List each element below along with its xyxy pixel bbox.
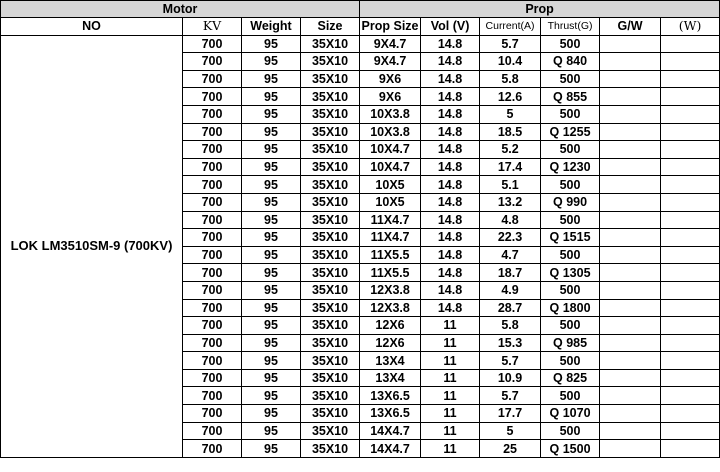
vol-cell: 11 xyxy=(421,352,480,370)
vol-cell: 14.8 xyxy=(421,35,480,53)
vol-cell: 11 xyxy=(421,440,480,458)
prop-group-header: Prop xyxy=(360,1,720,18)
current-cell: 4.7 xyxy=(480,246,541,264)
prop-size-cell: 10X4.7 xyxy=(360,158,421,176)
size-cell: 35X10 xyxy=(301,440,360,458)
kv-cell: 700 xyxy=(183,176,242,194)
w-cell xyxy=(661,405,720,423)
prop-size-cell: 9X6 xyxy=(360,88,421,106)
prop-size-cell: 13X6.5 xyxy=(360,405,421,423)
weight-cell: 95 xyxy=(242,35,301,53)
weight-cell: 95 xyxy=(242,334,301,352)
w-cell xyxy=(661,88,720,106)
kv-cell: 700 xyxy=(183,141,242,159)
w-header: (W) xyxy=(661,18,720,36)
size-cell: 35X10 xyxy=(301,35,360,53)
vol-cell: 14.8 xyxy=(421,281,480,299)
prop-size-cell: 12X3.8 xyxy=(360,281,421,299)
size-cell: 35X10 xyxy=(301,105,360,123)
prop-size-cell: 10X5 xyxy=(360,176,421,194)
current-cell: 5.2 xyxy=(480,141,541,159)
w-cell xyxy=(661,440,720,458)
vol-cell: 14.8 xyxy=(421,229,480,247)
vol-cell: 11 xyxy=(421,334,480,352)
prop-size-cell: 10X3.8 xyxy=(360,105,421,123)
prop-size-cell: 14X4.7 xyxy=(360,440,421,458)
kv-cell: 700 xyxy=(183,264,242,282)
thrust-cell: Q 1515 xyxy=(541,229,600,247)
current-cell: 13.2 xyxy=(480,193,541,211)
gw-cell xyxy=(600,281,661,299)
thrust-cell: Q 1230 xyxy=(541,158,600,176)
w-cell xyxy=(661,422,720,440)
thrust-cell: 500 xyxy=(541,281,600,299)
kv-cell: 700 xyxy=(183,88,242,106)
size-header: Size xyxy=(301,18,360,36)
weight-cell: 95 xyxy=(242,317,301,335)
gw-cell xyxy=(600,352,661,370)
size-cell: 35X10 xyxy=(301,53,360,71)
size-cell: 35X10 xyxy=(301,211,360,229)
gw-cell xyxy=(600,53,661,71)
kv-cell: 700 xyxy=(183,123,242,141)
thrust-cell: Q 855 xyxy=(541,88,600,106)
kv-cell: 700 xyxy=(183,35,242,53)
current-cell: 5.7 xyxy=(480,352,541,370)
vol-cell: 14.8 xyxy=(421,211,480,229)
kv-cell: 700 xyxy=(183,193,242,211)
gw-cell xyxy=(600,317,661,335)
current-cell: 10.9 xyxy=(480,369,541,387)
weight-cell: 95 xyxy=(242,70,301,88)
kv-cell: 700 xyxy=(183,334,242,352)
vol-cell: 14.8 xyxy=(421,88,480,106)
vol-header: Vol (V) xyxy=(421,18,480,36)
motor-name-cell: LOK LM3510SM-9 (700KV) xyxy=(1,35,183,457)
prop-size-cell: 11X4.7 xyxy=(360,211,421,229)
kv-cell: 700 xyxy=(183,281,242,299)
vol-cell: 11 xyxy=(421,405,480,423)
column-header-row xyxy=(1,18,720,36)
weight-cell: 95 xyxy=(242,405,301,423)
vol-cell: 11 xyxy=(421,317,480,335)
current-cell: 5 xyxy=(480,105,541,123)
weight-cell: 95 xyxy=(242,193,301,211)
gw-cell xyxy=(600,211,661,229)
kv-cell: 700 xyxy=(183,246,242,264)
size-cell: 35X10 xyxy=(301,387,360,405)
w-cell xyxy=(661,352,720,370)
size-cell: 35X10 xyxy=(301,246,360,264)
w-cell xyxy=(661,176,720,194)
weight-cell: 95 xyxy=(242,422,301,440)
prop-size-cell: 10X3.8 xyxy=(360,123,421,141)
w-cell xyxy=(661,53,720,71)
weight-cell: 95 xyxy=(242,246,301,264)
vol-cell: 14.8 xyxy=(421,176,480,194)
vol-cell: 14.8 xyxy=(421,246,480,264)
gw-cell xyxy=(600,440,661,458)
gw-cell xyxy=(600,246,661,264)
kv-cell: 700 xyxy=(183,387,242,405)
gw-cell xyxy=(600,369,661,387)
current-cell: 17.4 xyxy=(480,158,541,176)
weight-cell: 95 xyxy=(242,158,301,176)
size-cell: 35X10 xyxy=(301,352,360,370)
w-cell xyxy=(661,299,720,317)
w-cell xyxy=(661,70,720,88)
size-cell: 35X10 xyxy=(301,317,360,335)
prop-size-header: Prop Size xyxy=(360,18,421,36)
size-cell: 35X10 xyxy=(301,422,360,440)
weight-cell: 95 xyxy=(242,123,301,141)
gw-cell xyxy=(600,229,661,247)
kv-cell: 700 xyxy=(183,422,242,440)
prop-size-cell: 13X4 xyxy=(360,352,421,370)
kv-cell: 700 xyxy=(183,211,242,229)
weight-cell: 95 xyxy=(242,299,301,317)
kv-cell: 700 xyxy=(183,352,242,370)
vol-cell: 11 xyxy=(421,387,480,405)
size-cell: 35X10 xyxy=(301,123,360,141)
prop-size-cell: 12X6 xyxy=(360,317,421,335)
current-cell: 18.7 xyxy=(480,264,541,282)
vol-cell: 14.8 xyxy=(421,70,480,88)
w-cell xyxy=(661,105,720,123)
size-cell: 35X10 xyxy=(301,141,360,159)
kv-cell: 700 xyxy=(183,105,242,123)
current-cell: 15.3 xyxy=(480,334,541,352)
size-cell: 35X10 xyxy=(301,299,360,317)
thrust-cell: 500 xyxy=(541,211,600,229)
thrust-cell: Q 985 xyxy=(541,334,600,352)
prop-size-cell: 10X4.7 xyxy=(360,141,421,159)
vol-cell: 14.8 xyxy=(421,299,480,317)
prop-size-cell: 11X5.5 xyxy=(360,246,421,264)
w-cell xyxy=(661,369,720,387)
kv-cell: 700 xyxy=(183,229,242,247)
thrust-cell: 500 xyxy=(541,352,600,370)
weight-cell: 95 xyxy=(242,141,301,159)
thrust-cell: 500 xyxy=(541,422,600,440)
w-cell xyxy=(661,158,720,176)
size-cell: 35X10 xyxy=(301,193,360,211)
thrust-cell: 500 xyxy=(541,70,600,88)
prop-size-cell: 13X6.5 xyxy=(360,387,421,405)
vol-cell: 14.8 xyxy=(421,264,480,282)
gw-cell xyxy=(600,299,661,317)
w-cell xyxy=(661,123,720,141)
current-cell: 22.3 xyxy=(480,229,541,247)
thrust-cell: Q 840 xyxy=(541,53,600,71)
kv-cell: 700 xyxy=(183,158,242,176)
thrust-cell: Q 825 xyxy=(541,369,600,387)
current-cell: 4.8 xyxy=(480,211,541,229)
table-row xyxy=(1,35,720,53)
prop-size-cell: 12X3.8 xyxy=(360,299,421,317)
gw-cell xyxy=(600,123,661,141)
gw-cell xyxy=(600,422,661,440)
thrust-cell: Q 1255 xyxy=(541,123,600,141)
w-cell xyxy=(661,246,720,264)
w-cell xyxy=(661,229,720,247)
thrust-cell: 500 xyxy=(541,387,600,405)
current-cell: 17.7 xyxy=(480,405,541,423)
thrust-header: Thrust(G) xyxy=(541,18,600,36)
w-cell xyxy=(661,334,720,352)
weight-cell: 95 xyxy=(242,264,301,282)
weight-cell: 95 xyxy=(242,369,301,387)
thrust-cell: 500 xyxy=(541,105,600,123)
weight-cell: 95 xyxy=(242,281,301,299)
gw-header: G/W xyxy=(600,18,661,36)
kv-cell: 700 xyxy=(183,70,242,88)
current-cell: 5.1 xyxy=(480,176,541,194)
gw-cell xyxy=(600,264,661,282)
gw-cell xyxy=(600,70,661,88)
thrust-cell: 500 xyxy=(541,35,600,53)
current-cell: 5.7 xyxy=(480,35,541,53)
weight-cell: 95 xyxy=(242,387,301,405)
w-cell xyxy=(661,211,720,229)
gw-cell xyxy=(600,35,661,53)
current-cell: 4.9 xyxy=(480,281,541,299)
thrust-cell: Q 990 xyxy=(541,193,600,211)
w-cell xyxy=(661,141,720,159)
size-cell: 35X10 xyxy=(301,264,360,282)
table-body xyxy=(1,35,720,457)
prop-size-cell: 13X4 xyxy=(360,369,421,387)
current-cell: 28.7 xyxy=(480,299,541,317)
current-header: Current(A) xyxy=(480,18,541,36)
prop-size-cell: 14X4.7 xyxy=(360,422,421,440)
vol-cell: 14.8 xyxy=(421,105,480,123)
vol-cell: 11 xyxy=(421,422,480,440)
current-cell: 25 xyxy=(480,440,541,458)
vol-cell: 14.8 xyxy=(421,53,480,71)
current-cell: 5.7 xyxy=(480,387,541,405)
weight-cell: 95 xyxy=(242,211,301,229)
thrust-cell: Q 1305 xyxy=(541,264,600,282)
gw-cell xyxy=(600,88,661,106)
w-cell xyxy=(661,387,720,405)
current-cell: 18.5 xyxy=(480,123,541,141)
size-cell: 35X10 xyxy=(301,70,360,88)
vol-cell: 11 xyxy=(421,369,480,387)
vol-cell: 14.8 xyxy=(421,158,480,176)
thrust-cell: 500 xyxy=(541,176,600,194)
current-cell: 5 xyxy=(480,422,541,440)
prop-size-cell: 9X6 xyxy=(360,70,421,88)
gw-cell xyxy=(600,405,661,423)
no-header: NO xyxy=(1,18,183,36)
kv-cell: 700 xyxy=(183,53,242,71)
size-cell: 35X10 xyxy=(301,176,360,194)
gw-cell xyxy=(600,176,661,194)
thrust-cell: 500 xyxy=(541,317,600,335)
prop-size-cell: 11X5.5 xyxy=(360,264,421,282)
size-cell: 35X10 xyxy=(301,281,360,299)
kv-cell: 700 xyxy=(183,369,242,387)
weight-cell: 95 xyxy=(242,229,301,247)
group-header-row xyxy=(1,1,720,18)
weight-cell: 95 xyxy=(242,88,301,106)
weight-cell: 95 xyxy=(242,105,301,123)
w-cell xyxy=(661,281,720,299)
current-cell: 5.8 xyxy=(480,70,541,88)
size-cell: 35X10 xyxy=(301,88,360,106)
thrust-cell: Q 1500 xyxy=(541,440,600,458)
weight-header: Weight xyxy=(242,18,301,36)
thrust-cell: Q 1800 xyxy=(541,299,600,317)
current-cell: 10.4 xyxy=(480,53,541,71)
kv-header: KV xyxy=(183,18,242,36)
motor-group-header: Motor xyxy=(1,1,360,18)
gw-cell xyxy=(600,334,661,352)
prop-size-cell: 10X5 xyxy=(360,193,421,211)
prop-size-cell: 9X4.7 xyxy=(360,35,421,53)
vol-cell: 14.8 xyxy=(421,141,480,159)
weight-cell: 95 xyxy=(242,352,301,370)
kv-cell: 700 xyxy=(183,405,242,423)
gw-cell xyxy=(600,158,661,176)
size-cell: 35X10 xyxy=(301,369,360,387)
w-cell xyxy=(661,317,720,335)
weight-cell: 95 xyxy=(242,440,301,458)
size-cell: 35X10 xyxy=(301,158,360,176)
prop-size-cell: 11X4.7 xyxy=(360,229,421,247)
size-cell: 35X10 xyxy=(301,405,360,423)
thrust-cell: Q 1070 xyxy=(541,405,600,423)
gw-cell xyxy=(600,387,661,405)
current-cell: 12.6 xyxy=(480,88,541,106)
kv-cell: 700 xyxy=(183,440,242,458)
kv-cell: 700 xyxy=(183,317,242,335)
vol-cell: 14.8 xyxy=(421,123,480,141)
w-cell xyxy=(661,264,720,282)
kv-cell: 700 xyxy=(183,299,242,317)
prop-size-cell: 12X6 xyxy=(360,334,421,352)
w-cell xyxy=(661,35,720,53)
gw-cell xyxy=(600,193,661,211)
current-cell: 5.8 xyxy=(480,317,541,335)
thrust-cell: 500 xyxy=(541,246,600,264)
gw-cell xyxy=(600,105,661,123)
size-cell: 35X10 xyxy=(301,334,360,352)
w-cell xyxy=(661,193,720,211)
thrust-cell: 500 xyxy=(541,141,600,159)
gw-cell xyxy=(600,141,661,159)
size-cell: 35X10 xyxy=(301,229,360,247)
weight-cell: 95 xyxy=(242,53,301,71)
weight-cell: 95 xyxy=(242,176,301,194)
vol-cell: 14.8 xyxy=(421,193,480,211)
prop-size-cell: 9X4.7 xyxy=(360,53,421,71)
